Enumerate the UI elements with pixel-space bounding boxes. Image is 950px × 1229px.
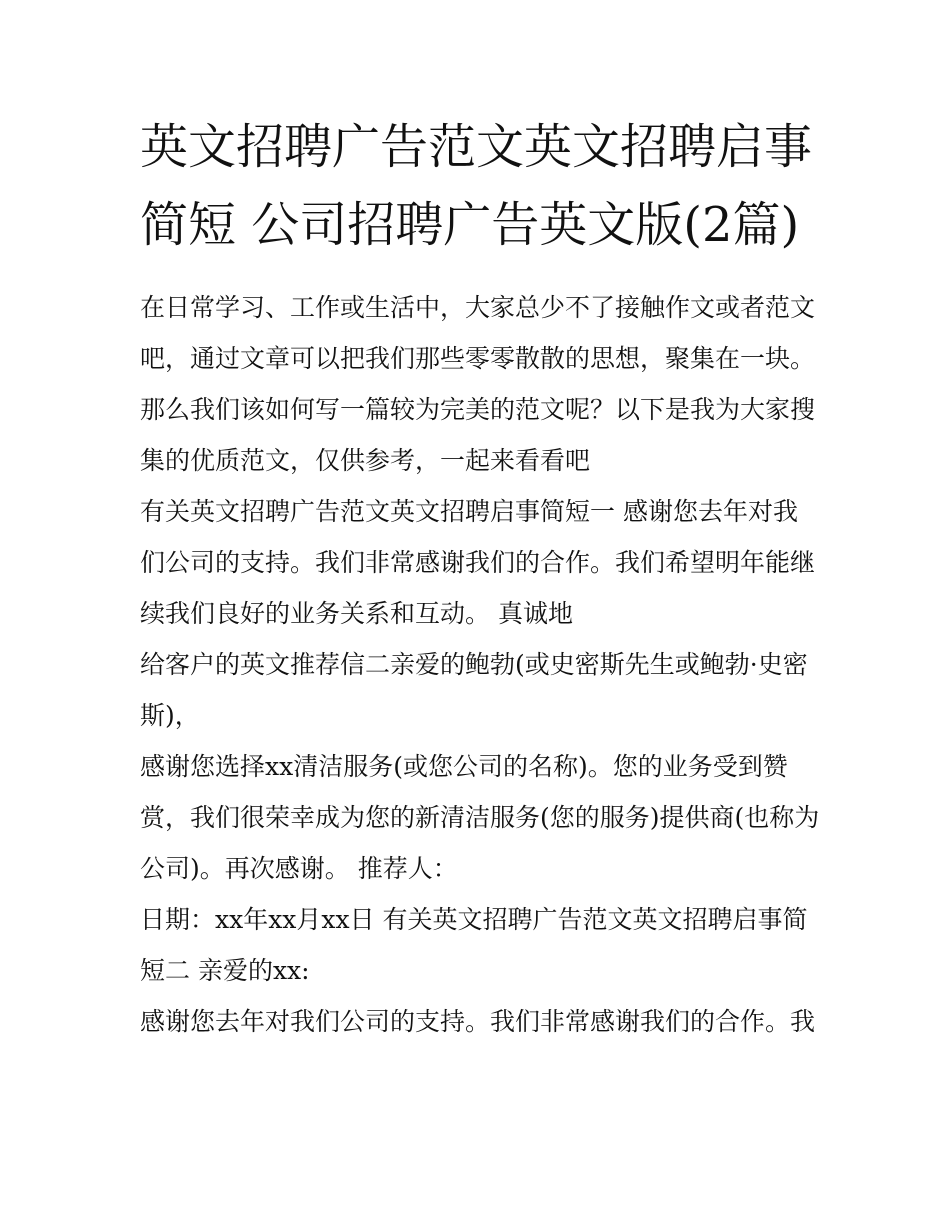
document-content [140, 108, 820, 1047]
paragraph-intro: 在日常学习、工作或生活中，大家总少不了接触作文或者范文吧，通过文章可以把我们那些零零散散的思想，聚集在一块。那么我们该如何写一篇较为完美的范文呢？以下是我为大家搜集的优质范文，仅供参考，一起来看看吧 [140, 293, 816, 475]
paragraph-thanks: 感谢您选择xx清洁服务(或您公司的名称)。您的业务受到赞赏，我们很荣幸成为您的新清洁服务(您的服务)提供商(也称为公司)。再次感谢。 推荐人： [140, 752, 820, 883]
document-body [140, 282, 820, 1047]
paragraph-section-one: 有关英文招聘广告范文英文招聘启事简短一 感谢您去年对我们公司的支持。我们非常感谢我们的合作。我们希望明年能继续我们良好的业务关系和互动。 真诚地 [140, 497, 816, 628]
paragraph-date-section-two: 日期：xx年xx月xx日 有关英文招聘广告范文英文招聘启事简短二 亲爱的xx: [140, 905, 808, 985]
paragraph-greeting: 给客户的英文推荐信二亲爱的鲍勃(或史密斯先生或鲍勃·史密斯)， [140, 650, 808, 730]
document-title: 英文招聘广告范文英文招聘启事简短 公司招聘广告英文版(2篇) [140, 119, 813, 253]
paragraph-continued: 感谢您去年对我们公司的支持。我们非常感谢我们的合作。我 [140, 1007, 816, 1036]
